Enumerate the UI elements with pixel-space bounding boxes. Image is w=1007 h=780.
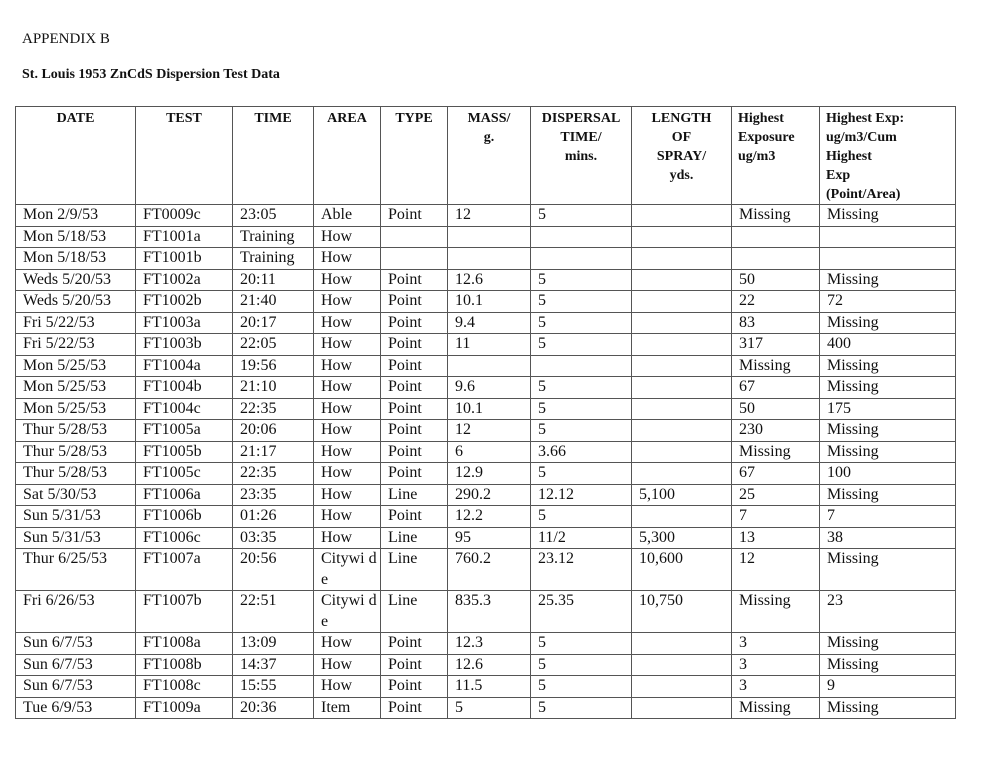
cell-area: How <box>314 463 381 485</box>
header-mass <box>448 107 531 205</box>
cell-time: 14:37 <box>233 654 314 676</box>
cell-mass: 9.6 <box>448 377 531 399</box>
cell-date: Fri 6/26/53 <box>16 591 136 633</box>
cell-spray-length <box>632 269 732 291</box>
appendix-title: APPENDIX B <box>22 31 110 47</box>
cell-highest-exp-cum: 38 <box>820 527 956 549</box>
cell-spray-length <box>632 697 732 719</box>
cell-type: Point <box>381 377 448 399</box>
cell-spray-length: 5,300 <box>632 527 732 549</box>
cell-type: Line <box>381 484 448 506</box>
cell-date: Sat 5/30/53 <box>16 484 136 506</box>
cell-test: FT1006c <box>136 527 233 549</box>
cell-area: How <box>314 441 381 463</box>
table-row <box>16 697 956 719</box>
cell-highest-exp-cum: Missing <box>820 654 956 676</box>
cell-time: 20:56 <box>233 549 314 591</box>
cell-highest-exp-cum: Missing <box>820 633 956 655</box>
cell-spray-length <box>632 226 732 248</box>
cell-highest-exposure: Missing <box>732 355 820 377</box>
cell-test: FT1005c <box>136 463 233 485</box>
cell-test: FT1008b <box>136 654 233 676</box>
cell-time: 23:05 <box>233 205 314 227</box>
cell-test: FT1001b <box>136 248 233 270</box>
cell-time: 21:10 <box>233 377 314 399</box>
cell-highest-exp-cum: Missing <box>820 549 956 591</box>
cell-type: Point <box>381 441 448 463</box>
cell-type: Point <box>381 269 448 291</box>
table-row <box>16 226 956 248</box>
cell-date: Thur 5/28/53 <box>16 420 136 442</box>
cell-date: Sun 6/7/53 <box>16 654 136 676</box>
cell-dispersal-time: 5 <box>531 312 632 334</box>
cell-mass <box>448 355 531 377</box>
cell-dispersal-time: 5 <box>531 697 632 719</box>
cell-highest-exposure: 230 <box>732 420 820 442</box>
cell-highest-exp-cum: Missing <box>820 420 956 442</box>
header-test <box>136 107 233 205</box>
cell-area: Item <box>314 697 381 719</box>
header-line: AREA <box>327 111 367 126</box>
cell-highest-exp-cum <box>820 226 956 248</box>
header-line: yds. <box>669 168 694 183</box>
cell-test: FT1006b <box>136 506 233 528</box>
cell-test: FT1001a <box>136 226 233 248</box>
header-line: g. <box>483 130 495 145</box>
cell-type: Line <box>381 527 448 549</box>
cell-dispersal-time <box>531 355 632 377</box>
cell-dispersal-time: 5 <box>531 269 632 291</box>
cell-area: How <box>314 355 381 377</box>
table-row <box>16 676 956 698</box>
cell-mass: 760.2 <box>448 549 531 591</box>
cell-test: FT1005a <box>136 420 233 442</box>
cell-test: FT1002a <box>136 269 233 291</box>
cell-date: Sun 6/7/53 <box>16 633 136 655</box>
cell-spray-length <box>632 334 732 356</box>
header-dispersal-time <box>531 107 632 205</box>
cell-time: 20:11 <box>233 269 314 291</box>
cell-mass: 11 <box>448 334 531 356</box>
header-line: Highest <box>738 111 784 126</box>
header-line: TYPE <box>395 111 433 126</box>
header-highest-exp-cum <box>820 107 956 205</box>
header-line: Highest <box>826 149 872 164</box>
cell-dispersal-time <box>531 226 632 248</box>
cell-area: Citywi de <box>314 549 381 591</box>
cell-highest-exposure: 12 <box>732 549 820 591</box>
cell-spray-length <box>632 355 732 377</box>
cell-date: Mon 5/18/53 <box>16 248 136 270</box>
cell-dispersal-time: 5 <box>531 377 632 399</box>
cell-dispersal-time: 23.12 <box>531 549 632 591</box>
cell-time: 20:06 <box>233 420 314 442</box>
cell-mass: 5 <box>448 697 531 719</box>
cell-mass: 12.3 <box>448 633 531 655</box>
cell-highest-exp-cum: 9 <box>820 676 956 698</box>
cell-type: Point <box>381 506 448 528</box>
cell-time: 21:17 <box>233 441 314 463</box>
cell-mass: 835.3 <box>448 591 531 633</box>
cell-dispersal-time: 25.35 <box>531 591 632 633</box>
table-caption: St. Louis 1953 ZnCdS Dispersion Test Data <box>22 67 280 82</box>
cell-spray-length <box>632 463 732 485</box>
cell-time: 22:35 <box>233 463 314 485</box>
cell-type: Point <box>381 312 448 334</box>
cell-spray-length: 10,600 <box>632 549 732 591</box>
table-row <box>16 269 956 291</box>
cell-dispersal-time: 5 <box>531 463 632 485</box>
cell-test: FT1003a <box>136 312 233 334</box>
header-time <box>233 107 314 205</box>
cell-highest-exposure: 7 <box>732 506 820 528</box>
cell-date: Thur 6/25/53 <box>16 549 136 591</box>
cell-type: Point <box>381 291 448 313</box>
cell-highest-exposure: Missing <box>732 591 820 633</box>
header-line: LENGTH <box>651 111 712 126</box>
cell-area: Able <box>314 205 381 227</box>
cell-date: Mon 2/9/53 <box>16 205 136 227</box>
cell-area: How <box>314 226 381 248</box>
dispersion-test-table <box>15 106 956 719</box>
cell-mass <box>448 248 531 270</box>
cell-time: 19:56 <box>233 355 314 377</box>
cell-test: FT1007b <box>136 591 233 633</box>
cell-area: How <box>314 377 381 399</box>
cell-area: How <box>314 269 381 291</box>
cell-test: FT1008c <box>136 676 233 698</box>
cell-spray-length <box>632 506 732 528</box>
cell-highest-exp-cum: 23 <box>820 591 956 633</box>
header-line: TEST <box>166 111 202 126</box>
cell-highest-exposure: 50 <box>732 269 820 291</box>
cell-mass <box>448 226 531 248</box>
cell-date: Sun 5/31/53 <box>16 506 136 528</box>
cell-time: 22:05 <box>233 334 314 356</box>
cell-highest-exposure: 3 <box>732 676 820 698</box>
table-row <box>16 312 956 334</box>
cell-highest-exposure: Missing <box>732 441 820 463</box>
cell-date: Mon 5/18/53 <box>16 226 136 248</box>
cell-type: Point <box>381 697 448 719</box>
cell-type: Point <box>381 355 448 377</box>
table-row <box>16 398 956 420</box>
cell-test: FT1003b <box>136 334 233 356</box>
cell-type <box>381 248 448 270</box>
cell-type: Line <box>381 549 448 591</box>
cell-highest-exp-cum: Missing <box>820 377 956 399</box>
cell-type: Point <box>381 334 448 356</box>
header-line: ug/m3 <box>738 149 776 164</box>
header-line: mins. <box>564 149 598 164</box>
cell-mass: 95 <box>448 527 531 549</box>
cell-type: Point <box>381 398 448 420</box>
cell-mass: 12.2 <box>448 506 531 528</box>
cell-highest-exposure: 67 <box>732 377 820 399</box>
cell-date: Mon 5/25/53 <box>16 398 136 420</box>
cell-highest-exp-cum <box>820 248 956 270</box>
cell-area: How <box>314 291 381 313</box>
table-row <box>16 291 956 313</box>
cell-date: Sun 5/31/53 <box>16 527 136 549</box>
cell-type <box>381 226 448 248</box>
cell-time: 22:51 <box>233 591 314 633</box>
cell-date: Weds 5/20/53 <box>16 269 136 291</box>
cell-highest-exp-cum: 400 <box>820 334 956 356</box>
cell-spray-length <box>632 398 732 420</box>
cell-highest-exp-cum: 100 <box>820 463 956 485</box>
cell-date: Fri 5/22/53 <box>16 334 136 356</box>
header-spray-length <box>632 107 732 205</box>
header-line: MASS/ <box>467 111 511 126</box>
cell-dispersal-time: 5 <box>531 205 632 227</box>
table-row <box>16 463 956 485</box>
cell-mass: 12 <box>448 420 531 442</box>
cell-time: 03:35 <box>233 527 314 549</box>
cell-time: 01:26 <box>233 506 314 528</box>
cell-highest-exp-cum: Missing <box>820 205 956 227</box>
cell-dispersal-time: 12.12 <box>531 484 632 506</box>
cell-test: FT1004c <box>136 398 233 420</box>
header-line: OF <box>671 130 692 145</box>
table-row <box>16 248 956 270</box>
cell-test: FT1004b <box>136 377 233 399</box>
cell-date: Tue 6/9/53 <box>16 697 136 719</box>
header-line: SPRAY/ <box>656 149 707 164</box>
cell-area: How <box>314 506 381 528</box>
cell-spray-length: 10,750 <box>632 591 732 633</box>
cell-highest-exposure: Missing <box>732 697 820 719</box>
cell-area: How <box>314 633 381 655</box>
cell-type: Point <box>381 654 448 676</box>
cell-date: Thur 5/28/53 <box>16 441 136 463</box>
cell-area: How <box>314 484 381 506</box>
header-row <box>16 107 956 205</box>
cell-mass: 12.6 <box>448 269 531 291</box>
cell-time: 20:36 <box>233 697 314 719</box>
header-date <box>16 107 136 205</box>
table-row <box>16 633 956 655</box>
table-row <box>16 205 956 227</box>
cell-area: How <box>314 527 381 549</box>
cell-test: FT1009a <box>136 697 233 719</box>
cell-test: FT1008a <box>136 633 233 655</box>
table-row <box>16 527 956 549</box>
cell-date: Mon 5/25/53 <box>16 377 136 399</box>
cell-area: Citywi de <box>314 591 381 633</box>
cell-dispersal-time: 5 <box>531 291 632 313</box>
cell-dispersal-time: 3.66 <box>531 441 632 463</box>
cell-area: How <box>314 420 381 442</box>
cell-spray-length <box>632 248 732 270</box>
cell-highest-exp-cum: Missing <box>820 355 956 377</box>
cell-date: Weds 5/20/53 <box>16 291 136 313</box>
cell-dispersal-time: 5 <box>531 398 632 420</box>
cell-mass: 12 <box>448 205 531 227</box>
cell-spray-length <box>632 676 732 698</box>
table-row <box>16 506 956 528</box>
cell-spray-length <box>632 377 732 399</box>
cell-mass: 10.1 <box>448 291 531 313</box>
cell-type: Point <box>381 633 448 655</box>
cell-mass: 12.6 <box>448 654 531 676</box>
cell-highest-exposure: 13 <box>732 527 820 549</box>
cell-dispersal-time: 5 <box>531 676 632 698</box>
cell-highest-exposure: Missing <box>732 205 820 227</box>
header-line: DISPERSAL <box>541 111 621 126</box>
cell-date: Fri 5/22/53 <box>16 312 136 334</box>
cell-dispersal-time: 11/2 <box>531 527 632 549</box>
header-line: DATE <box>56 111 95 126</box>
cell-type: Point <box>381 676 448 698</box>
cell-dispersal-time: 5 <box>531 633 632 655</box>
header-highest-exposure <box>732 107 820 205</box>
cell-time: Training <box>233 248 314 270</box>
table-row <box>16 441 956 463</box>
cell-time: 15:55 <box>233 676 314 698</box>
cell-time: 22:35 <box>233 398 314 420</box>
cell-area: How <box>314 398 381 420</box>
table-row <box>16 377 956 399</box>
cell-date: Sun 6/7/53 <box>16 676 136 698</box>
cell-date: Mon 5/25/53 <box>16 355 136 377</box>
cell-spray-length <box>632 441 732 463</box>
cell-mass: 11.5 <box>448 676 531 698</box>
cell-highest-exposure: 22 <box>732 291 820 313</box>
header-type <box>381 107 448 205</box>
cell-spray-length <box>632 420 732 442</box>
cell-highest-exp-cum: Missing <box>820 441 956 463</box>
cell-area: How <box>314 676 381 698</box>
cell-highest-exposure: 3 <box>732 654 820 676</box>
cell-mass: 9.4 <box>448 312 531 334</box>
header-line: (Point/Area) <box>826 187 901 202</box>
cell-mass: 290.2 <box>448 484 531 506</box>
header-line: Exposure <box>738 130 795 145</box>
cell-spray-length <box>632 654 732 676</box>
cell-test: FT1004a <box>136 355 233 377</box>
cell-test: FT1007a <box>136 549 233 591</box>
header-line: TIME <box>254 111 292 126</box>
cell-time: Training <box>233 226 314 248</box>
header-line: ug/m3/Cum <box>826 130 897 145</box>
cell-highest-exp-cum: Missing <box>820 484 956 506</box>
cell-area: How <box>314 654 381 676</box>
cell-type: Point <box>381 463 448 485</box>
cell-highest-exposure: 25 <box>732 484 820 506</box>
cell-type: Point <box>381 205 448 227</box>
cell-dispersal-time <box>531 248 632 270</box>
cell-type: Point <box>381 420 448 442</box>
header-line: TIME/ <box>560 130 602 145</box>
cell-time: 23:35 <box>233 484 314 506</box>
cell-spray-length: 5,100 <box>632 484 732 506</box>
cell-highest-exp-cum: Missing <box>820 697 956 719</box>
cell-spray-length <box>632 633 732 655</box>
cell-area: How <box>314 334 381 356</box>
cell-highest-exposure: 317 <box>732 334 820 356</box>
cell-dispersal-time: 5 <box>531 334 632 356</box>
cell-test: FT0009c <box>136 205 233 227</box>
cell-highest-exposure <box>732 248 820 270</box>
cell-highest-exp-cum: 175 <box>820 398 956 420</box>
cell-time: 21:40 <box>233 291 314 313</box>
header-area <box>314 107 381 205</box>
cell-mass: 10.1 <box>448 398 531 420</box>
table-row <box>16 591 956 633</box>
cell-spray-length <box>632 312 732 334</box>
table-row <box>16 654 956 676</box>
cell-time: 13:09 <box>233 633 314 655</box>
cell-highest-exposure: 83 <box>732 312 820 334</box>
cell-highest-exposure: 67 <box>732 463 820 485</box>
cell-area: How <box>314 248 381 270</box>
table-row <box>16 355 956 377</box>
cell-date: Thur 5/28/53 <box>16 463 136 485</box>
cell-test: FT1002b <box>136 291 233 313</box>
cell-highest-exp-cum: Missing <box>820 269 956 291</box>
table-row <box>16 549 956 591</box>
table-row <box>16 484 956 506</box>
cell-test: FT1005b <box>136 441 233 463</box>
cell-highest-exp-cum: 72 <box>820 291 956 313</box>
cell-spray-length <box>632 205 732 227</box>
cell-dispersal-time: 5 <box>531 506 632 528</box>
cell-dispersal-time: 5 <box>531 654 632 676</box>
cell-dispersal-time: 5 <box>531 420 632 442</box>
table-row <box>16 420 956 442</box>
cell-type: Line <box>381 591 448 633</box>
cell-highest-exp-cum: 7 <box>820 506 956 528</box>
header-line: Exp <box>826 168 851 183</box>
cell-highest-exposure: 50 <box>732 398 820 420</box>
cell-spray-length <box>632 291 732 313</box>
cell-time: 20:17 <box>233 312 314 334</box>
cell-area: How <box>314 312 381 334</box>
cell-mass: 12.9 <box>448 463 531 485</box>
cell-highest-exp-cum: Missing <box>820 312 956 334</box>
header-line: Highest Exp: <box>826 111 905 126</box>
cell-highest-exposure: 3 <box>732 633 820 655</box>
cell-highest-exposure <box>732 226 820 248</box>
cell-test: FT1006a <box>136 484 233 506</box>
table-row <box>16 334 956 356</box>
cell-mass: 6 <box>448 441 531 463</box>
